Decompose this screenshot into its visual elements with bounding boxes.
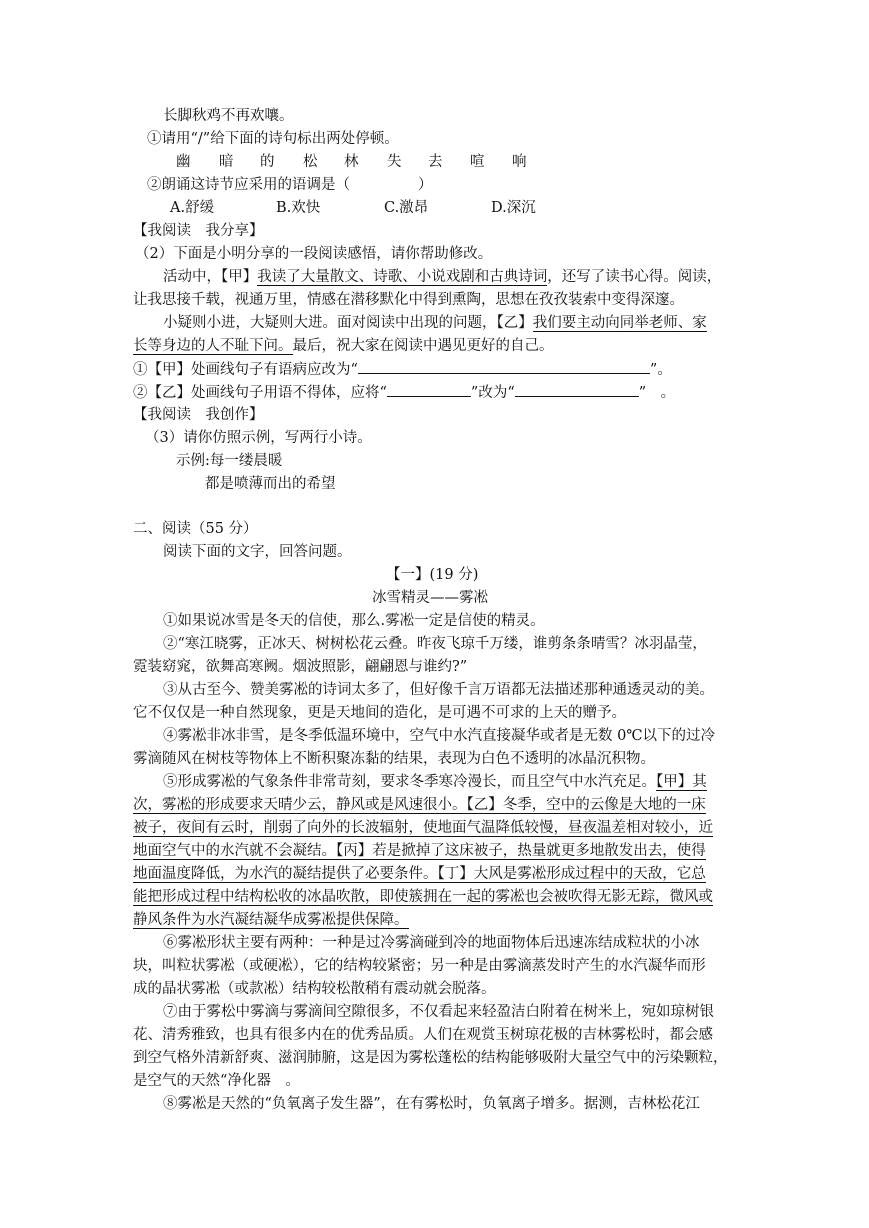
underlined-text: 【甲】其 xyxy=(656,774,707,790)
article-line: 是空气的天然“净化器 。 xyxy=(133,1073,300,1089)
fix-jia-line xyxy=(133,359,672,380)
poem-char: 暗 xyxy=(219,154,234,170)
text: ⑤形成雾凇的气象条件非常苛刻，要求冬季寒冷漫长，而且空气中水汽充足。 xyxy=(163,774,656,790)
article-line: ⑧雾凇是天然的“负氧离子发生器”，在有雾松时，负氧离子增多。据测，吉林松花江 xyxy=(163,1096,700,1112)
article-line xyxy=(133,841,706,861)
paragraph-line: 让我思接千载，视通万里，情感在潜移默化中得到熏陶，思想在孜孜装索中变得深邃。 xyxy=(133,292,684,308)
part-2-heading: 二、阅读（55 分） xyxy=(133,521,258,537)
question-1-2 xyxy=(147,175,433,195)
article-line xyxy=(133,887,713,907)
text: ，还写了读书心得。阅读， xyxy=(547,269,722,285)
article-line xyxy=(133,818,713,838)
article-line xyxy=(133,910,409,930)
question-2: （2）下面是小明分享的一段阅读感悟，请你帮助修改。 xyxy=(135,246,493,262)
poem-char: 的 xyxy=(260,154,275,170)
text: ②【乙】处画线句子用语不得体，应将“ xyxy=(133,385,387,401)
article-line: 成的晶状雾凇（或款凇）结构较松散稍有震动就会脱落。 xyxy=(133,981,496,997)
poem-char: 失 xyxy=(387,154,402,170)
underlined-text: 被子，夜间有云时，削弱了向外的长波辐射，使地面气温降低较慢，昼夜温差相对较小，近 xyxy=(133,820,713,836)
option-b: B.欢快 xyxy=(276,200,321,216)
underlined-sentence-yi: 我们要主动向同举老师、家 xyxy=(532,315,707,331)
article-line: 霓装窈窕，欲舞高寒阙。烟波照影，翩翩恩与谁约?” xyxy=(133,659,468,675)
example-line-2: 都是喷薄而出的希望 xyxy=(205,476,336,492)
answer-blank[interactable] xyxy=(358,359,650,374)
article-line: ②“寒江晓雾，正冰天、树树松花云叠。昨夜飞琼千万缕，谁剪条条晴雪？冰羽晶莹， xyxy=(163,636,707,652)
poem-char: 松 xyxy=(303,154,318,170)
article-line: ①如果说冰雪是冬天的信使，那么.雾凇一定是信使的精灵。 xyxy=(163,613,545,629)
underlined-text: 静风条件为水汽凝结凝华成雾凇提供保障。 xyxy=(133,912,409,928)
poem-char: 林 xyxy=(344,154,359,170)
article-line: ⑥雾凇形状主要有两种：一种是过冷雾滴碰到冷的地面物体后迅速冻结成粒状的小冰 xyxy=(163,935,700,951)
article-line: 到空气格外清新舒爽、滋润肺腑，这是因为雾松蓬松的结构能够吸附大量空气中的污染颗粒， xyxy=(133,1050,728,1066)
option-a: A.舒缓 xyxy=(170,200,215,216)
question-text: ②朗诵这诗节应采用的语调是（ xyxy=(147,177,350,193)
article-title: 冰雪精灵——雾凇 xyxy=(372,590,488,606)
option-c: C.激昂 xyxy=(384,200,429,216)
text: 最后，祝大家在阅读中遇见更好的自己。 xyxy=(292,338,554,354)
question-3: （3）请你仿照示例，写两行小诗。 xyxy=(145,430,372,446)
marker-yi: 【乙】 xyxy=(496,315,533,331)
underlined-sentence-jia: 我读了大量散文、诗歌、小说戏剧和古典诗词 xyxy=(257,269,548,285)
text: ”改为“ xyxy=(470,385,515,401)
question-1-1: ①请用“/”给下面的诗句标出两处停顿。 xyxy=(147,131,399,147)
article-line: 它不仅仅是一种自然现象，更是天地间的造化，是可遇不可求的上天的赠予。 xyxy=(133,705,626,721)
section-create-heading: 【我阅读 我创作】 xyxy=(133,407,264,423)
poem-char: 去 xyxy=(428,154,443,170)
underlined-text: 地面温度降低，为水汽的凝结提供了必要条件。【丁】大风是雾凇形成过程中的天敌，它总 xyxy=(133,866,706,882)
underlined-text: 地面空气中的水汽就不会凝结。【丙】若是掀掉了这床被子，热量就更多地散发出去，使得 xyxy=(133,843,706,859)
article-line: 花、清秀雅致，也具有很多内在的优秀品质。人们在观赏玉树琼花极的吉林雾松时，都会感 xyxy=(133,1027,713,1043)
poem-char: 响 xyxy=(512,154,527,170)
text: 小疑则小进，大疑则大进。面对阅读中出现的问题， xyxy=(163,315,497,331)
section-1-heading: 【一】(19 分) xyxy=(386,567,479,583)
underlined-text: 能把形成过程中结构松收的冰晶吹散，即使簇拥在一起的雾凇也会被吹得无影无踪，微风或 xyxy=(133,889,713,905)
option-d: D.深沉 xyxy=(491,200,536,216)
poem-char: 幽 xyxy=(176,154,191,170)
text: 活动中， xyxy=(163,269,221,285)
article-line: ⑦由于雾松中雾滴与雾滴间空隙很多，不仅看起来轻盈洁白附着在树米上，宛如琼树银 xyxy=(163,1004,714,1020)
underlined-sentence-yi: 长等身边的人不耻下问。 xyxy=(133,338,293,354)
underlined-text: 次，雾凇的形成要求天晴少云，静风或是风速很小。【乙】冬季，空中的云像是大地的一床 xyxy=(133,797,706,813)
article-line xyxy=(133,795,706,815)
article-line: ④雾凇非冰非雪，是冬季低温环境中，空气中水汽直接凝华或者是无数 0℃以下的过冷 xyxy=(163,728,716,744)
answer-blank[interactable] xyxy=(515,382,639,397)
text: ” 。 xyxy=(638,385,676,401)
text-line: 长脚秋鸡不再欢嚷。 xyxy=(163,108,294,124)
paragraph-line xyxy=(163,267,721,287)
fix-yi-line xyxy=(133,382,675,403)
text: ”。 xyxy=(649,362,672,378)
paragraph-line xyxy=(133,336,554,356)
article-line xyxy=(133,864,706,884)
marker-jia: 【甲】 xyxy=(221,269,258,285)
section-share-heading: 【我阅读 我分享】 xyxy=(133,223,264,239)
example-line-1: 示例:每一缕晨暖 xyxy=(176,453,283,469)
article-line: 块，叫粒状雾凇（或硬凇），它的结构较紧密；另一种是由雾滴蒸发时产生的水汽凝华而形 xyxy=(133,958,706,974)
instruction: 阅读下面的文字，回答问题。 xyxy=(163,544,352,560)
article-line: 雾滴随风在树枝等物体上不断积聚冻黏的结果，表现为白色不透明的冰晶沉积物。 xyxy=(133,751,655,767)
poem-char: 喧 xyxy=(470,154,485,170)
paragraph-line xyxy=(163,313,707,333)
article-line xyxy=(163,772,707,792)
article-line: ③从古至今、赞美雾凇的诗词太多了，但好像千言万语都无法描述那种通透灵动的美。 xyxy=(163,682,714,698)
bracket-close: ） xyxy=(418,177,433,193)
answer-blank[interactable] xyxy=(387,382,471,397)
text: ①【甲】处画线句子有语病应改为“ xyxy=(133,362,358,378)
